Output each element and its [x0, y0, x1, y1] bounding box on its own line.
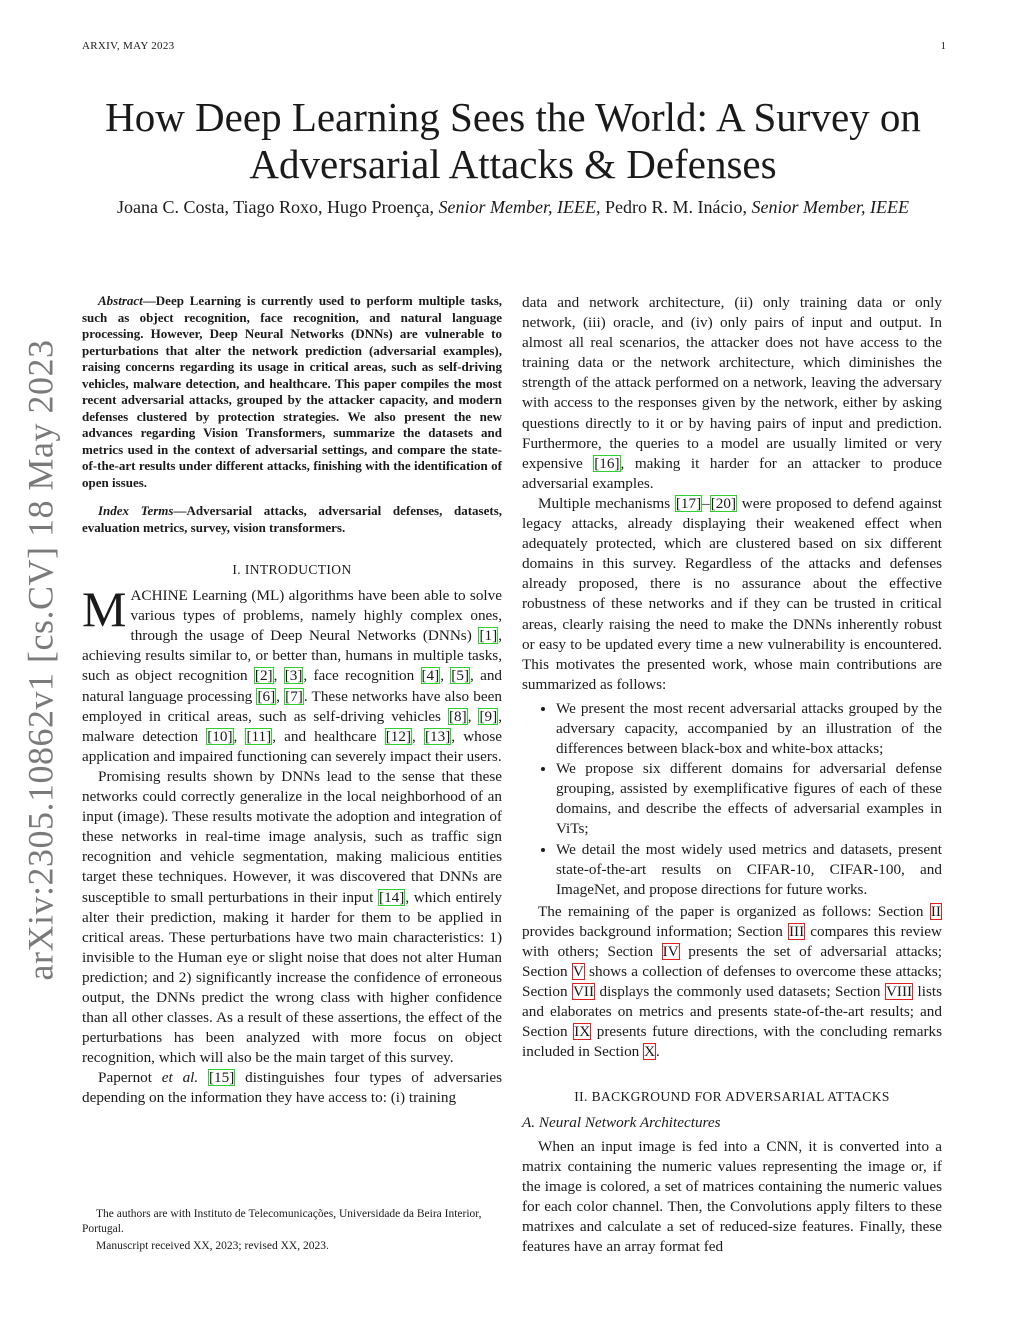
citation-link[interactable]: [9] — [479, 707, 498, 725]
contributions-list — [522, 699, 942, 900]
section-link[interactable]: IX — [574, 1023, 591, 1041]
right-column — [522, 293, 942, 1257]
affiliation-note: The authors are with Instituto de Telecomunicações, Universidade da Beira Interior, Portugal. — [82, 1208, 482, 1235]
citation-link[interactable]: [1] — [479, 627, 498, 645]
right-paragraph-1: data and network architecture, (ii) only training data or only network, (iii) oracle, and (iv) only pairs of input and output. In almost all real scenarios, the attacker does not have access to the training data or the network architecture, which diminishes the strength of the attack performed on a network, leaving the adversary with access to the responses given by the network, either by asking questions directly to it or by having pairs of input and prediction. Furthermore, the queries to a model are usually limited or very expensive [16], making it harder for an attacker to produce adversarial examples. — [522, 294, 942, 492]
right-paragraph-3: The remaining of the paper is organized as follows: Section II provides background information; Section III compares this review with others; Section IV presents the set of adversarial attacks; Section V shows a collection of defenses to overcome these attacks; Section VII displays the commonly used datasets; Section VIII lists and elaborates on metrics and presents state-of-the-art results; and Section IX presents future directions, with the concluding remarks included in Section X. — [522, 902, 943, 1061]
section-link[interactable]: II — [930, 902, 941, 920]
author-list — [82, 197, 944, 218]
citation-link[interactable]: [11] — [246, 727, 272, 745]
citation-link[interactable]: [14] — [379, 888, 405, 906]
abstract — [82, 293, 502, 491]
right-paragraph-4: When an input image is fed into a CNN, it is converted into a matrix containing the numeric values representing the image or, if the image is colored, a set of matrices containing the numeric values for each color channel. Then, the Convolutions apply filters to these matrixes and calculate a set of reduced-size features. Finally, these features have an array format fed — [522, 1137, 942, 1256]
intro-paragraph-3: Papernot et al. [15] distinguishes four types of adversaries depending on the information they have access to: (i) training — [82, 1069, 502, 1107]
drop-cap: M — [82, 581, 127, 638]
arxiv-sidebar-stamp — [10, 339, 70, 981]
arxiv-identifier: arXiv:2305.10862v1 [cs.CV] 18 May 2023 — [20, 339, 60, 981]
section-link[interactable]: IV — [662, 943, 679, 960]
paper-title: How Deep Learning Sees the World: A Survey on Adversarial Attacks & Defenses — [105, 94, 921, 187]
citation-link[interactable]: [13] — [424, 727, 451, 745]
index-terms — [82, 503, 502, 536]
citation-link[interactable]: [12] — [385, 727, 412, 745]
section-link[interactable]: V — [572, 963, 584, 981]
abstract-text: —Deep Learning is currently used to perform multiple tasks, such as object recognition, face recognition, and natural language processing. However, Deep Neural Networks (DNNs) are vulnerable to perturbations that alter the network prediction (adversarial examples), raising concerns regarding its usage in critical areas, such as self-driving vehicles, malware detection, and healthcare. This paper compiles the most recent adversarial attacks, grouped by the attacker capacity, and modern defenses clustered by protection strategies. We also present the new advances regarding Vision Transformers, summarize the datasets and metrics used in the context of adversarial settings, and compare the state-of-the-art results under different attacks, finishing with the identification of open issues. — [82, 293, 502, 490]
citation-link[interactable]: [2] — [254, 667, 273, 685]
abstract-label: Abstract — [98, 293, 143, 308]
citation-link[interactable]: [5] — [451, 667, 470, 685]
subsection-heading: A. Neural Network Architectures — [522, 1113, 721, 1131]
citation-link[interactable]: [3] — [284, 667, 303, 685]
author-names-1: Joana C. Costa, Tiago Roxo, Hugo Proença, — [117, 197, 435, 217]
author-names-2: Pedro R. M. Inácio, — [605, 197, 747, 217]
running-header: ARXIV, MAY 2023 — [82, 40, 175, 52]
citation-link[interactable]: [4] — [421, 667, 440, 685]
list-item: • We present the most recent adversarial attacks grouped by the adversary capacity, accompanied by an illustration of the differences between black-box and white-box attacks; — [556, 699, 942, 759]
citation-link[interactable]: [6] — [257, 687, 276, 705]
citation-link[interactable]: [8] — [448, 707, 467, 725]
citation-link[interactable]: [15] — [209, 1069, 235, 1087]
index-terms-label: Index Terms — [98, 503, 174, 518]
section-heading-introduction: I. INTRODUCTION — [232, 562, 352, 577]
index-terms-text: —Adversarial attacks, adversarial defenses, datasets, evaluation metrics, survey, vision transformers. — [82, 503, 502, 535]
intro-paragraph-2: Promising results shown by DNNs lead to the sense that these networks could correctly generalize in the local neighborhood of an input (image). These results motivate the adoption and integration of these networks in real-time image analysis, such as traffic sign recognition and vehicle segmentation, making malicious entities target these techniques. However, it was discovered that DNNs are susceptible to small perturbations in their input [14], which entirely alter their prediction, making it harder for them to be applied in critical areas. These perturbations have two main characteristics: 1) invisible to the Human eye or slight noise that does not alter Human prediction; and 2) significantly increase the confidence of erroneous output, the DNNs predict the wrong class with higher confidence than all other classes. As a result of these assertions, the effect of the perturbations has been analyzed with more focus on object recognition, which will also be the main target of this survey. — [82, 767, 502, 1067]
citation-link[interactable]: [10] — [207, 727, 233, 745]
intro-paragraph-1: MACHINE Learning (ML) algorithms have been able to solve various types of problems, namely highly complex ones, through the usage of Deep Neural Networks (DNNs) [1], achieving results similar to, or better than, humans in multiple tasks, such as object recognition [2], [3], face recognition [4], [5], and natural language processing [6], [7]. These networks have also been employed in critical areas, such as self-driving vehicles [8], [9], malware detection [10], [11], and healthcare [12], [13], whose application and impaired functioning can severely impact their users. — [82, 581, 503, 765]
citation-link[interactable]: [17] — [675, 494, 702, 512]
list-item: • We detail the most widely used metrics and datasets, present state-of-the-art results on CIFAR-10, CIFAR-100, and ImageNet, and propose directions for future works. — [556, 840, 942, 900]
citation-link[interactable]: [20] — [710, 494, 737, 512]
section-link[interactable]: VII — [572, 983, 595, 1001]
manuscript-note: Manuscript received XX, 2023; revised XX, 2023. — [96, 1240, 329, 1252]
section-link[interactable]: III — [788, 922, 805, 940]
citation-link[interactable]: [16] — [594, 454, 620, 472]
footnote — [82, 1207, 502, 1257]
section-link[interactable]: VIII — [885, 983, 913, 1001]
section-heading-background: II. BACKGROUND FOR ADVERSARIAL ATTACKS — [574, 1088, 890, 1104]
list-item: • We propose six different domains for adversarial defense grouping, assisted by exemplificative figures of each of these domains, and describe the effects of adversarial examples in ViTs; — [556, 759, 942, 839]
citation-link[interactable]: [7] — [285, 687, 303, 705]
page-number: 1 — [940, 40, 946, 52]
author-title-2: Senior Member, IEEE — [751, 197, 909, 217]
section-link[interactable]: X — [644, 1043, 656, 1061]
author-title-1: Senior Member, IEEE, — [438, 197, 601, 217]
right-paragraph-2: Multiple mechanisms [17]–[20] were proposed to defend against legacy attacks, already displaying their weakened effect when adequately protected, which are clustered based on six different domains in this survey. Regardless of the attacks and defenses already proposed, there is no assurance about the effective robustness of these networks and if they can be trusted in critical areas, clearly raising the need to make the DNNs inherently robust or easy to be updated every time a new vulnerability is encountered. This motivates the presented work, whose main contributions are summarized as follows: — [522, 494, 943, 693]
left-column — [82, 293, 502, 1109]
